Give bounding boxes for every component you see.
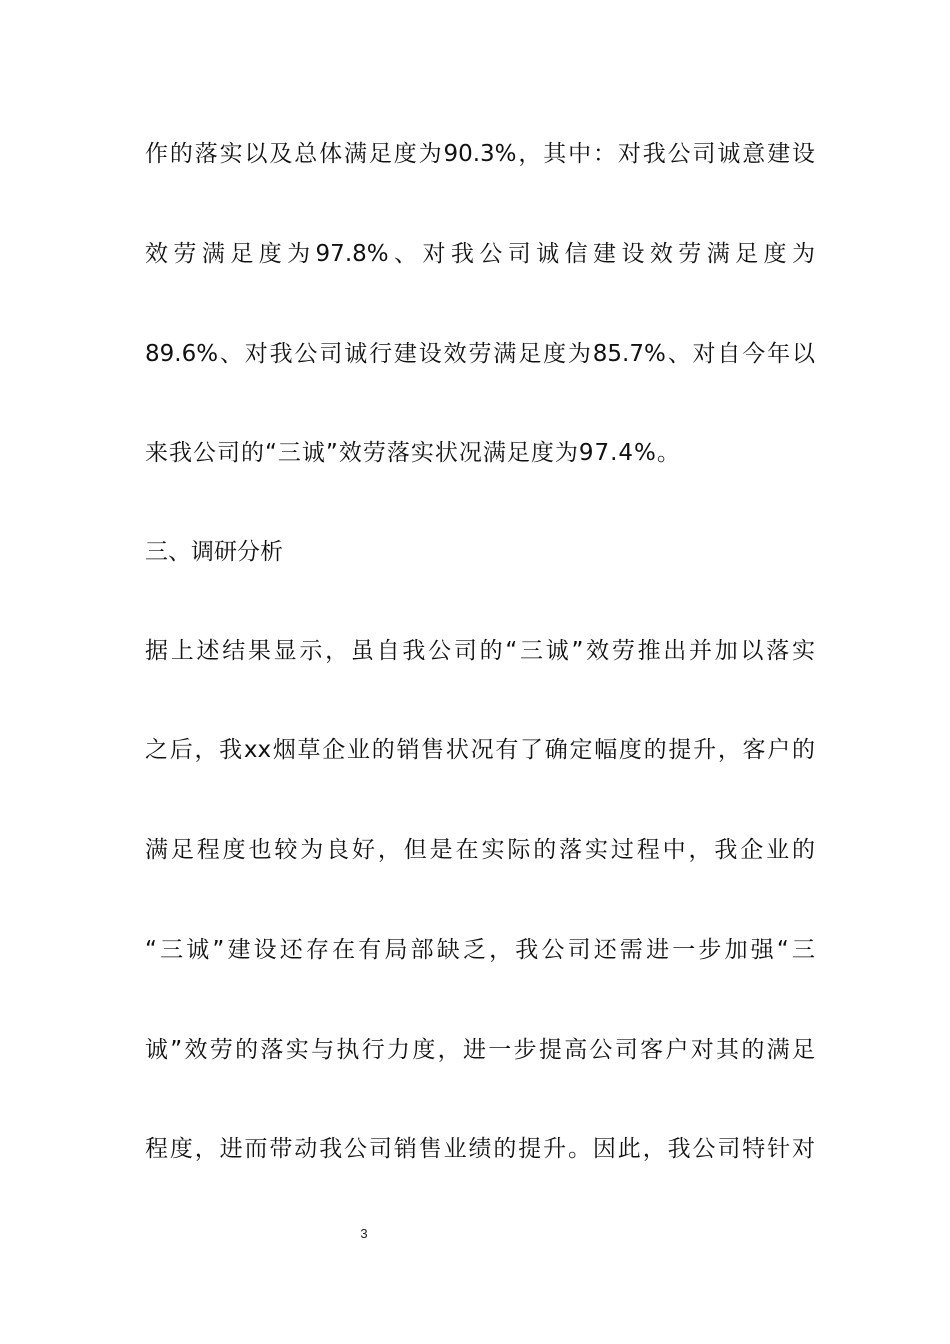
body-text-line: 89.6%、对我公司诚行建设效劳满足度为85.7%、对自今年以 (145, 341, 815, 367)
body-text-line: 诚”效劳的落实与执行力度，进一步提高公司客户对其的满足 (145, 1037, 815, 1063)
body-text-line: “三诚”建设还存在有局部缺乏，我公司还需进一步加强“三 (145, 937, 815, 963)
body-text-line: 效劳满足度为97.8%、对我公司诚信建设效劳满足度为 (145, 241, 815, 267)
body-text-line: 来我公司的“三诚”效劳落实状况满足度为97.4%。 (145, 440, 681, 466)
body-text-line: 之后，我xx烟草企业的销售状况有了确定幅度的提升，客户的 (145, 737, 815, 763)
body-text-line: 据上述结果显示，虽自我公司的“三诚”效劳推出并加以落实 (145, 638, 815, 664)
body-text-line: 程度，进而带动我公司销售业绩的提升。因此，我公司特针对 (145, 1136, 815, 1162)
body-text-line: 作的落实以及总体满足度为90.3%，其中：对我公司诚意建设 (145, 141, 815, 167)
body-text-line: 满足程度也较为良好，但是在实际的落实过程中，我企业的 (145, 837, 815, 863)
section-heading: 三、调研分析 (145, 539, 283, 565)
page-number: 3 (360, 1226, 368, 1241)
